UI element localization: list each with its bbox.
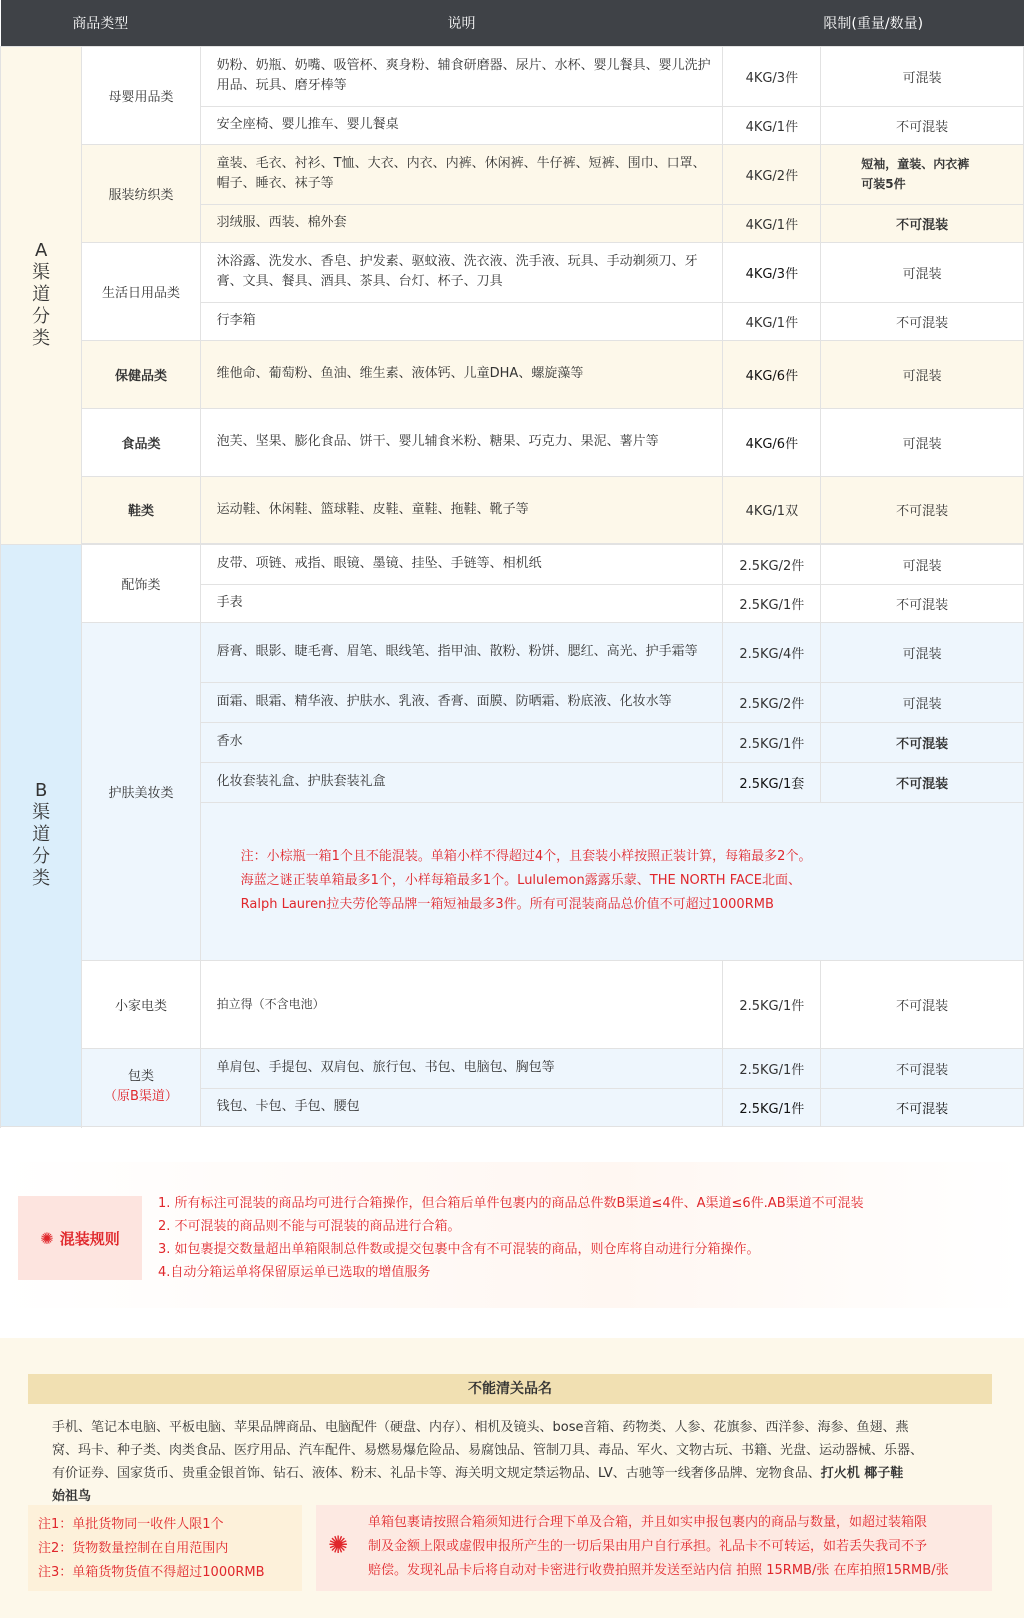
forbidden-title: 不能清关品名 — [28, 1374, 992, 1404]
mix-cell: 不可混装 — [821, 1088, 1024, 1126]
category-clothing: 服装纺织类 — [82, 144, 200, 242]
mix-cell: 可混装 — [821, 682, 1024, 722]
desc-cell: 钱包、卡包、手包、腰包 — [200, 1088, 723, 1126]
table-row — [1, 544, 1024, 584]
desc-cell: 化妆套装礼盒、护肤套装礼盒 — [200, 762, 723, 802]
mix-cell: 不可混装 — [821, 960, 1024, 1048]
mix-cell: 短袖，童装、内衣裤 可装5件 — [821, 144, 1024, 204]
limit-cell: 2.5KG/4件 — [723, 622, 821, 682]
disclaimer-text: 单箱包裹请按照合箱须知进行合理下单及合箱，并且如实申报包裹内的商品与数量，如超过装箱限 制及金额上限或虚假申报所产生的一切后果由用户自行承担。礼品卡不可转运，如若丢失我司不予 赔偿。发现礼品卡后将自动对卡密进行收费拍照并发送至站内信 拍照 15RMB/张 在库拍照15RMB/张 — [368, 1515, 949, 1578]
note-item: 注2：货物数量控制在自用范围内 — [38, 1541, 229, 1556]
bulb-icon: ✺ — [328, 1531, 349, 1559]
table-row — [1, 622, 1024, 682]
mix-cell: 可混装 — [821, 46, 1024, 106]
desc-cell: 奶粉、奶瓶、奶嘴、吸管杯、爽身粉、辅食研磨器、尿片、水杯、婴儿餐具、婴儿洗护用品、玩具、磨牙棒等 — [200, 46, 723, 106]
forbidden-section — [0, 1338, 1024, 1618]
beauty-note: 注：小棕瓶一箱1个且不能混装。单箱小样不得超过4个，且套装小样按照正装计算，每箱最多2个。 海蓝之谜正装单箱最多1个，小样每箱最多1个。Lululemon露露乐蒙、THE NORTH FACE北面、 Ralph Lauren拉夫劳伦等品牌一箱短袖最多3件。所有可混装商品总价值不可超过1000RMB — [200, 802, 1023, 960]
mix-cell: 不可混装 — [821, 476, 1024, 543]
desc-cell: 手表 — [200, 584, 723, 622]
category-beauty: 护肤美妆类 — [82, 622, 200, 960]
table-row — [1, 144, 1024, 204]
channel-b-label: B 渠 道 分 类 — [1, 544, 82, 1127]
mix-cell: 不可混装 — [821, 722, 1024, 762]
category-bags: 包类 （原B渠道） — [82, 1048, 200, 1126]
table-row — [1, 408, 1024, 476]
list-item: 1. 所有标注可混装的商品均可进行合箱操作，但合箱后单件包裹内的商品总件数B渠道≤4件、A渠道≤6件.AB渠道不可混装 — [158, 1196, 864, 1211]
limit-cell: 2.5KG/1件 — [723, 1048, 821, 1088]
disclaimer-box — [316, 1505, 992, 1591]
mix-cell: 可混装 — [821, 408, 1024, 476]
desc-cell: 皮带、项链、戒指、眼镜、墨镜、挂坠、手链等、相机纸 — [200, 544, 723, 584]
desc-cell: 香水 — [200, 722, 723, 762]
limit-cell: 4KG/1件 — [723, 106, 821, 144]
list-item: 4.自动分箱运单将保留原运单已选取的增值服务 — [158, 1265, 431, 1280]
table-row — [1, 242, 1024, 302]
mix-cell: 不可混装 — [821, 106, 1024, 144]
table-row — [1, 340, 1024, 408]
limit-cell: 4KG/6件 — [723, 340, 821, 408]
note-item: 注1：单批货物同一收件人限1个 — [38, 1517, 224, 1532]
bulb-icon: ✺ — [40, 1228, 54, 1248]
limit-cell: 4KG/1双 — [723, 476, 821, 543]
table-row — [1, 46, 1024, 106]
limit-cell: 2.5KG/1套 — [723, 762, 821, 802]
desc-cell: 唇膏、眼影、睫毛膏、眉笔、眼线笔、指甲油、散粉、粉饼、腮红、高光、护手霜等 — [200, 622, 723, 682]
limit-cell: 4KG/1件 — [723, 204, 821, 242]
note-item: 注3：单箱货物货值不得超过1000RMB — [38, 1565, 265, 1580]
desc-cell: 安全座椅、婴儿推车、婴儿餐桌 — [200, 106, 723, 144]
category-food: 食品类 — [82, 408, 200, 476]
desc-cell: 维他命、葡萄粉、鱼油、维生素、液体钙、儿童DHA、螺旋藻等 — [200, 340, 723, 408]
mix-cell: 不可混装 — [821, 1048, 1024, 1088]
category-baby: 母婴用品类 — [82, 46, 200, 144]
desc-cell: 单肩包、手提包、双肩包、旅行包、书包、电脑包、胸包等 — [200, 1048, 723, 1088]
limit-cell: 4KG/2件 — [723, 144, 821, 204]
notes-box — [28, 1505, 302, 1591]
limit-cell: 2.5KG/2件 — [723, 544, 821, 584]
list-item: 2. 不可混装的商品则不能与可混装的商品进行合箱。 — [158, 1219, 461, 1234]
mix-cell: 不可混装 — [821, 584, 1024, 622]
desc-cell: 羽绒服、西装、棉外套 — [200, 204, 723, 242]
limit-cell: 2.5KG/1件 — [723, 584, 821, 622]
channel-a-label: A 渠 道 分 类 — [1, 46, 82, 544]
table-row — [1, 960, 1024, 1048]
limit-cell: 4KG/3件 — [723, 46, 821, 106]
mix-rules-section — [0, 1162, 1024, 1308]
forbidden-list: 手机、笔记本电脑、平板电脑、苹果品牌商品、电脑配件（硬盘、内存）、相机及镜头、bose音箱、药物类、人参、花旗参、西洋参、海参、鱼翅、燕 窝、玛卡、种子类、肉类食品、医疗用品、汽车配件、易燃易爆危险品、易腐蚀品、管制刀具、毒品、军火、文物古玩、书籍、光盘、运动器械、乐器、 有价证券、国家货币、贵重金银首饰、钻石、液体、粉末、礼品卡等、海关明文规定禁运物品、LV、古驰等一线奢侈品牌、宠物食品、打火机 椰子鞋 始祖鸟 — [52, 1420, 924, 1504]
mix-cell: 不可混装 — [821, 762, 1024, 802]
mix-cell: 不可混装 — [821, 302, 1024, 340]
limit-cell: 2.5KG/1件 — [723, 960, 821, 1048]
table-row — [1, 476, 1024, 543]
header-limit: 限制(重量/数量) — [723, 0, 1024, 46]
limit-cell: 4KG/3件 — [723, 242, 821, 302]
desc-cell: 拍立得（不含电池） — [200, 960, 723, 1048]
desc-cell: 运动鞋、休闲鞋、篮球鞋、皮鞋、童鞋、拖鞋、靴子等 — [200, 476, 723, 543]
mix-cell: 可混装 — [821, 242, 1024, 302]
desc-cell: 泡芙、坚果、膨化食品、饼干、婴儿辅食米粉、糖果、巧克力、果泥、薯片等 — [200, 408, 723, 476]
category-appliance: 小家电类 — [82, 960, 200, 1048]
desc-cell: 面霜、眼霜、精华液、护肤水、乳液、香膏、面膜、防晒霜、粉底液、化妆水等 — [200, 682, 723, 722]
limit-cell: 2.5KG/1件 — [723, 1088, 821, 1126]
header-desc: 说明 — [200, 0, 723, 46]
limit-cell: 4KG/6件 — [723, 408, 821, 476]
desc-cell: 行李箱 — [200, 302, 723, 340]
header-type: 商品类型 — [1, 0, 201, 46]
limit-cell: 2.5KG/2件 — [723, 682, 821, 722]
category-daily: 生活日用品类 — [82, 242, 200, 340]
mix-rules-tag — [18, 1196, 142, 1280]
mix-rules-title: 混装规则 — [59, 1229, 120, 1248]
desc-cell: 沐浴露、洗发水、香皂、护发素、驱蚊液、洗衣液、洗手液、玩具、手动剃须刀、牙膏、文具、餐具、酒具、茶具、台灯、杯子、刀具 — [200, 242, 723, 302]
limit-cell: 4KG/1件 — [723, 302, 821, 340]
table-row — [1, 1048, 1024, 1088]
category-shoes: 鞋类 — [82, 476, 200, 543]
mix-rules-list — [158, 1192, 864, 1284]
table-header — [1, 0, 1024, 46]
category-health: 保健品类 — [82, 340, 200, 408]
mix-cell: 可混装 — [821, 622, 1024, 682]
limit-cell: 2.5KG/1件 — [723, 722, 821, 762]
desc-cell: 童装、毛衣、衬衫、T恤、大衣、内衣、内裤、休闲裤、牛仔裤、短裤、围巾、口罩、帽子、睡衣、袜子等 — [200, 144, 723, 204]
mix-cell: 可混装 — [821, 544, 1024, 584]
category-accessory: 配饰类 — [82, 544, 200, 622]
mix-cell: 可混装 — [821, 340, 1024, 408]
list-item: 3. 如包裹提交数量超出单箱限制总件数或提交包裹中含有不可混装的商品，则仓库将自动进行分箱操作。 — [158, 1242, 760, 1257]
mix-cell: 不可混装 — [821, 204, 1024, 242]
